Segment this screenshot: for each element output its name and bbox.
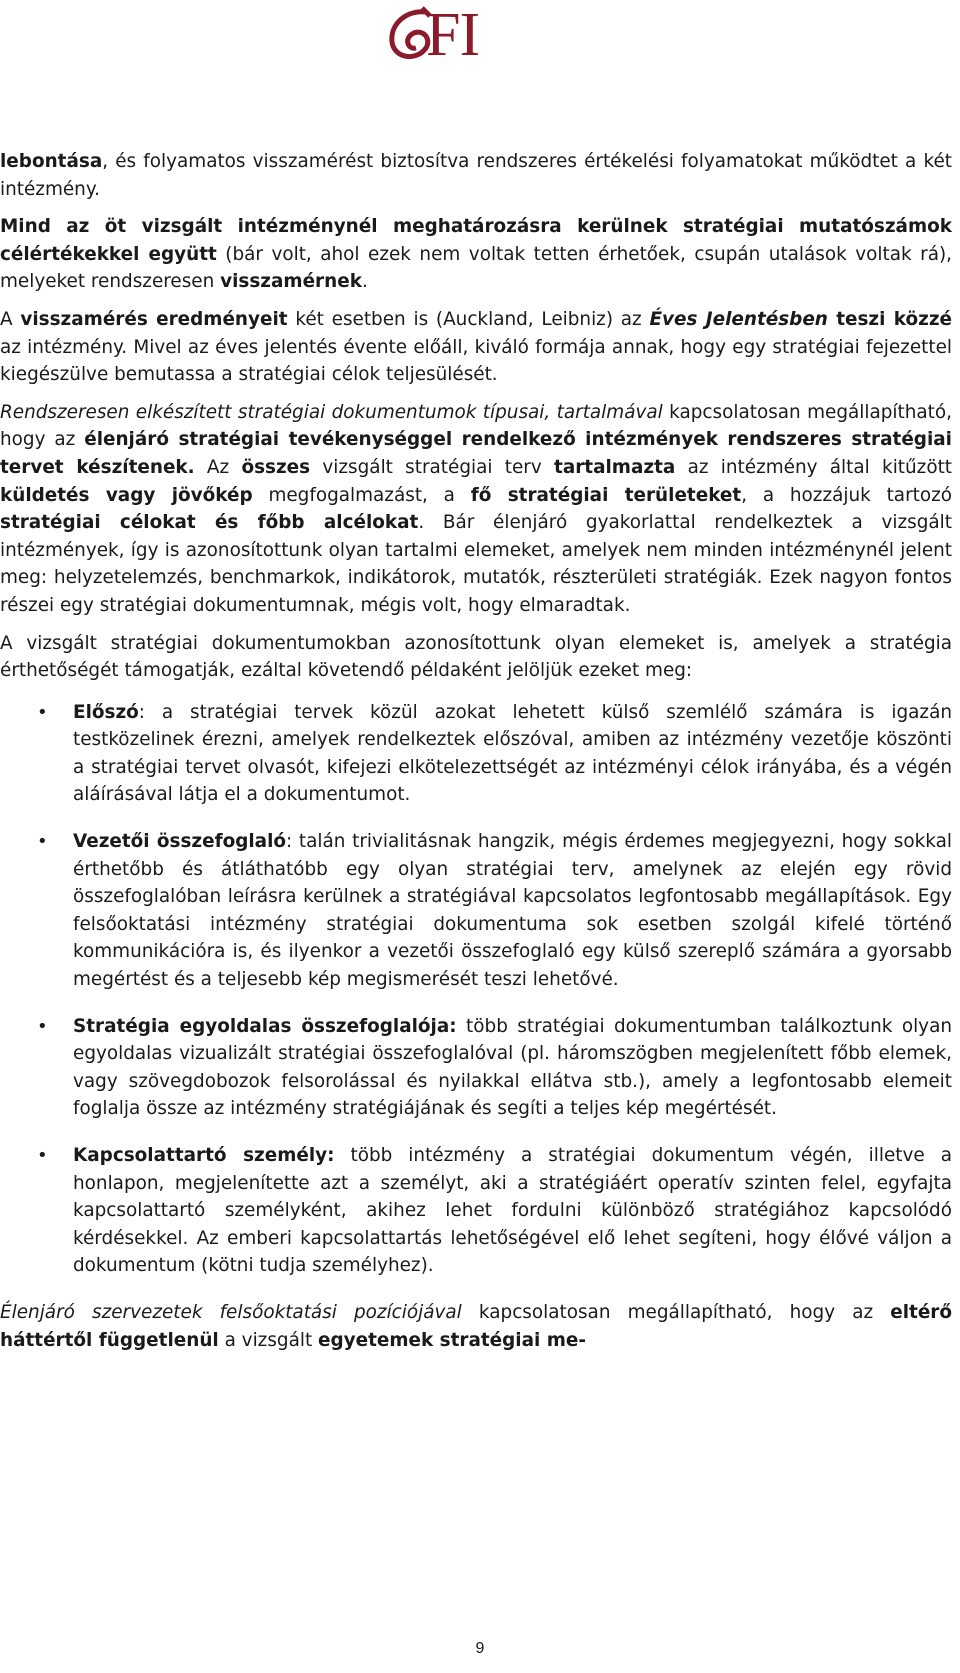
list-item-text: : a stratégiai tervek közül azokat lehetett külső szemlélő számára is igazán testközelinek érezni, amelyek rendelkeztek előszóval, amiben az intézmény vezetője köszönti a stratégiai tervet olvasót, kifejezi elkötelezettségét az intézményi célok irányába, és a végén aláírásával látja el a dokumentumot. bbox=[73, 701, 952, 806]
page-number: 9 bbox=[475, 1640, 485, 1657]
document-body bbox=[0, 148, 952, 1364]
italic-text: Élenjáró szervezetek felsőoktatási pozíciójával bbox=[0, 1301, 462, 1323]
bold-text: Mind az öt vizsgált intézménynél meghatározásra kerülnek stratégiai mutatószámok célértékekkel együtt bbox=[0, 216, 952, 265]
text: megfogalmazást, a bbox=[252, 484, 471, 506]
text: kapcsolatosan megállapítható, hogy az bbox=[0, 401, 952, 451]
list-item-title: Kapcsolattartó személy: bbox=[73, 1145, 335, 1166]
text: . Bár élenjáró gyakorlattal rendelkeztek a vizsgált intézmények, így is azonosítottunk olyan tartalmi elemeket, amelyek nem minden intézménynél jelent meg: helyzetelemzés, benchmarkok, indikátorok, mutatók, részterületi stratégiák. Ezek nagyon fontos részei egy stratégiai dokumentumnak, mégis volt, hogy elmaradtak. bbox=[0, 512, 952, 616]
paragraph bbox=[0, 148, 952, 203]
text: , és folyamatos visszamérést biztosítva rendszeres értékelési folyamatokat működtet a két intézmény. bbox=[0, 151, 952, 200]
text: az intézmény által kitűzött bbox=[675, 456, 952, 478]
italic-text: Rendszeresen elkészített stratégiai dokumentumok típusai, tartalmával bbox=[0, 401, 663, 423]
bold-text: élenjáró stratégiai tevékenységgel rendelkező intézmények rendszeres stratégiai tervet készítenek. bbox=[0, 429, 952, 478]
bold-text: tartalmazta bbox=[554, 456, 676, 478]
paragraph bbox=[0, 399, 952, 620]
text: A bbox=[0, 308, 21, 330]
list-item-text: több intézmény a stratégiai dokumentum végén, illetve a honlapon, megjelenítette azt a személyt, aki a stratégiáért operatív szinten felel, egyfajta kapcsolattartó személyként, akihez lehet fordulni különböző stratégiához kapcsolódó kérdésekkel. Az emberi kapcsolattartás lehetőségével elő lehet segíteni, hogy élővé váljon a dokumentum (kötni tudja személyhez). bbox=[73, 1145, 952, 1277]
bullet-list bbox=[0, 699, 952, 1280]
text: , a hozzájuk tartozó bbox=[741, 484, 952, 506]
bold-text: összes bbox=[241, 456, 311, 478]
bold-text: fő stratégiai területeket bbox=[470, 484, 742, 506]
list-item bbox=[73, 1142, 952, 1280]
paragraph: A vizsgált stratégiai dokumentumokban azonosítottunk olyan elemeket is, amelyek a stratégia érthetőségét támogatják, ezáltal követendő példaként jelöljük ezeket meg: bbox=[0, 632, 952, 682]
text: . bbox=[361, 271, 368, 293]
bold-text: lebontása bbox=[0, 151, 103, 172]
paragraph bbox=[0, 1299, 952, 1354]
bold-text: teszi közzé bbox=[827, 308, 953, 330]
text: két esetben is (Auckland, Leibniz) az bbox=[287, 308, 650, 330]
text: Az bbox=[194, 456, 242, 478]
logo-text: FI bbox=[426, 1, 480, 69]
bold-text: egyetemek stratégiai me- bbox=[318, 1329, 586, 1351]
bold-text: küldetés vagy jövőkép bbox=[0, 484, 253, 506]
text: a vizsgált bbox=[218, 1329, 319, 1351]
bold-text: visszamérés eredményeit bbox=[20, 308, 288, 330]
list-item bbox=[73, 699, 952, 809]
list-item bbox=[73, 828, 952, 994]
paragraph bbox=[0, 306, 952, 389]
list-item-title: Előszó bbox=[73, 701, 139, 723]
text: vizsgált stratégiai terv bbox=[310, 456, 555, 478]
list-item-title: Vezetői összefoglaló bbox=[73, 831, 287, 853]
list-item-text: : talán trivialitásnak hangzik, mégis érdemes megjegyezni, hogy sokkal érthetőbb és átláthatóbb egy olyan stratégiai terv, amelynek az elején egy rövid összefoglalóban leírásra kerülnek a stratégiával kapcsolatos legfontosabb megállapítások. Egy felsőoktatási intézmény stratégiai dokumentuma sok esetben szolgál kifelé történő kommunikációra is, és ilyenkor a vezetői összefoglaló egy külső szereplő számára a gyorsabb megértést és a teljesebb kép megismerését teszi lehetővé. bbox=[73, 831, 952, 991]
list-item bbox=[73, 1013, 952, 1123]
text: kapcsolatosan megállapítható, hogy az bbox=[461, 1301, 891, 1323]
list-item-title: Stratégia egyoldalas összefoglalója: bbox=[73, 1015, 457, 1037]
list-item-text: több stratégiai dokumentumban találkoztunk olyan egyoldalas vizualizált stratégiai összefoglalóval (pl. háromszögben megjelenített főbb elemek, vagy szövegdobozok felsorolással és nyilakkal ellátva stb.), amely a legfontosabb elemeit foglalja össze az intézmény stratégiájának és segíti a teljes kép megértését. bbox=[73, 1015, 952, 1120]
bold-text: visszamérnek bbox=[220, 271, 362, 293]
text: az intézmény. Mivel az éves jelentés évente előáll, kiváló formája annak, hogy egy stratégiai fejezettel kiegészülve bemutassa a stratégiai célok teljesülését. bbox=[0, 336, 952, 386]
bold-italic-text: Éves Jelentésben bbox=[649, 308, 828, 330]
text: (bár volt, ahol ezek nem voltak tetten érhetőek, csupán utalások voltak rá), melyeket rendszeresen bbox=[0, 243, 952, 293]
institution-logo bbox=[386, 1, 516, 69]
bold-text: stratégiai célokat és főbb alcélokat bbox=[0, 512, 419, 534]
paragraph bbox=[0, 213, 952, 296]
bold-text: eltérő háttértől függetlenül bbox=[0, 1301, 952, 1351]
